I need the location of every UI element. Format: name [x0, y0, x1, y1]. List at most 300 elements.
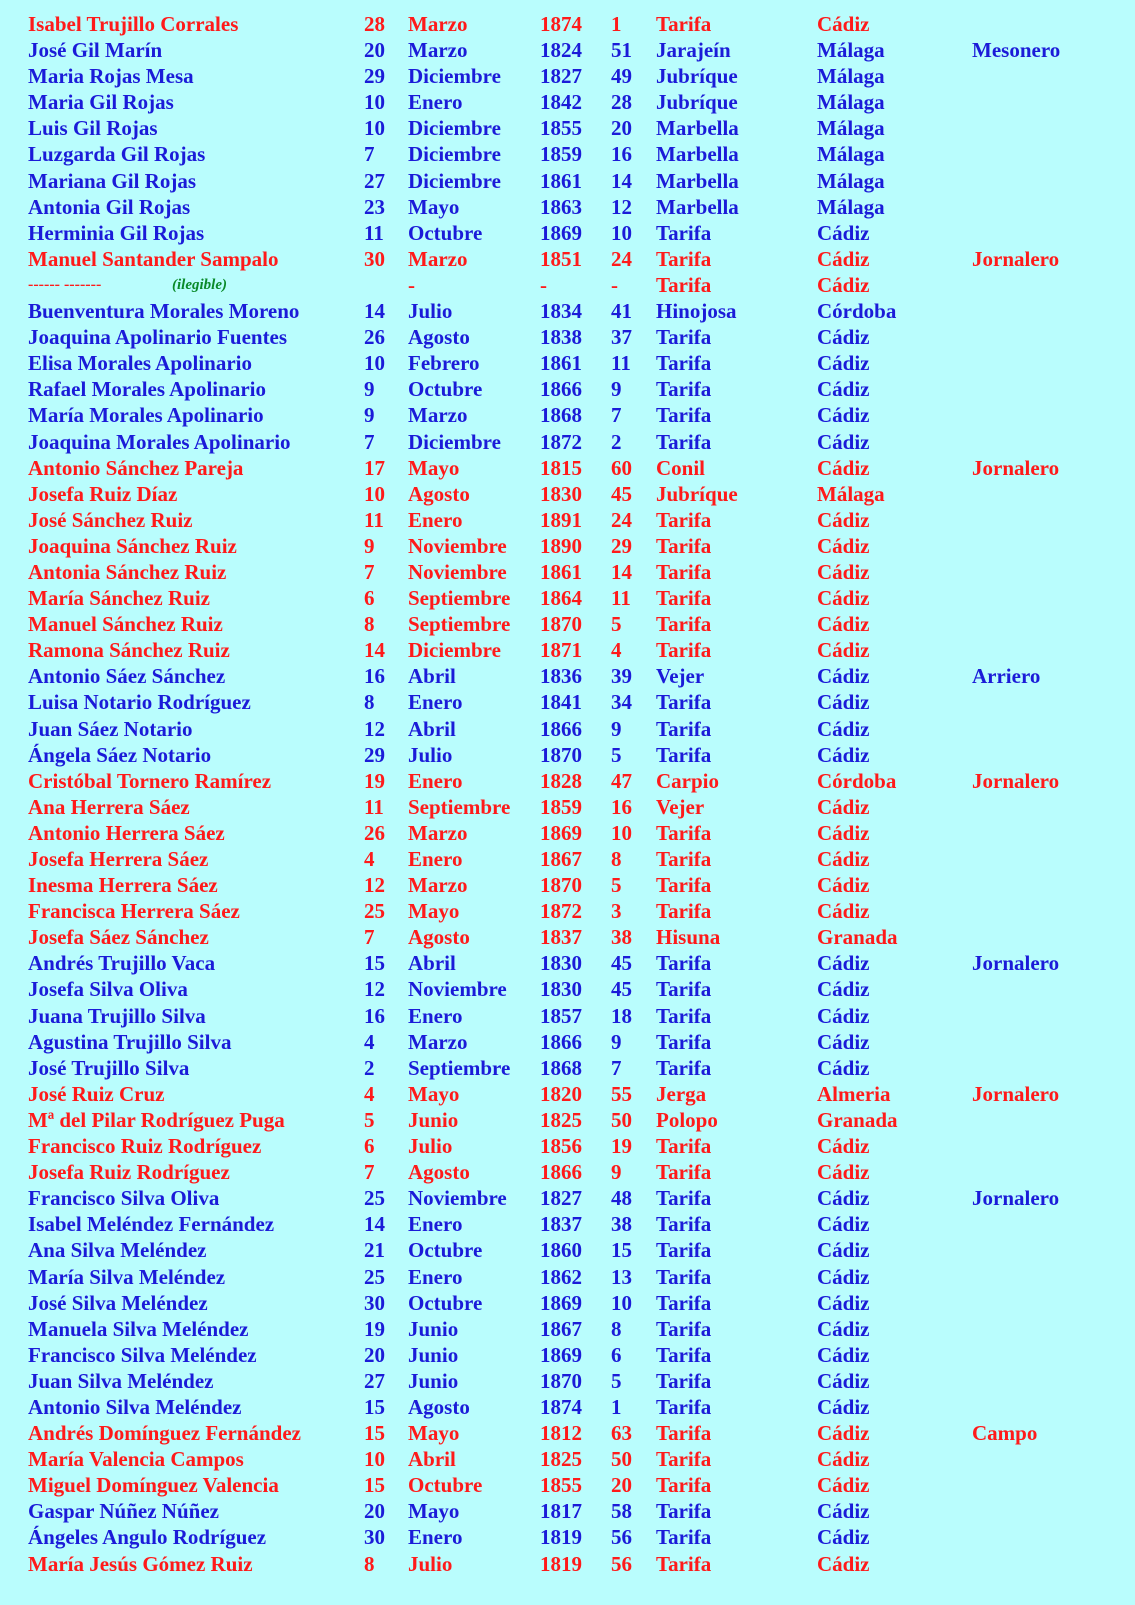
birth-province: Cádiz	[817, 1212, 870, 1237]
birth-day: 10	[364, 116, 385, 141]
birth-province: Cádiz	[817, 716, 870, 741]
age: 41	[611, 299, 632, 324]
occupation: Campo	[972, 1421, 1038, 1446]
register-row	[0, 1237, 1135, 1263]
age: 2	[611, 429, 622, 454]
birth-town: Conil	[656, 455, 706, 480]
birth-month: Abril	[408, 1447, 456, 1472]
birth-town: Tarifa	[656, 1055, 712, 1080]
birth-day: 4	[364, 847, 375, 871]
birth-day: 23	[364, 194, 385, 219]
person-name: Ana Herrera Sáez	[28, 794, 190, 819]
age: 5	[611, 742, 622, 767]
birth-year: 1868	[540, 1055, 582, 1080]
age: 28	[611, 90, 632, 115]
person-name: Inesma Herrera Sáez	[28, 873, 218, 898]
birth-day: 8	[364, 612, 375, 637]
person-name: Juan Sáez Notario	[28, 716, 193, 741]
birth-month: Diciembre	[408, 168, 501, 193]
birth-day: 16	[364, 664, 385, 689]
person-name: Maria Rojas Mesa	[28, 64, 194, 89]
register-row	[0, 1551, 1135, 1577]
person-name: José Silva Meléndez	[28, 1290, 208, 1315]
birth-province: Cádiz	[817, 403, 870, 428]
birth-month: Noviembre	[408, 559, 507, 584]
birth-month: -	[408, 272, 415, 297]
birth-day: 26	[364, 325, 385, 350]
birth-day: 10	[364, 481, 385, 506]
register-row	[0, 1081, 1135, 1107]
birth-month: Agosto	[408, 1394, 470, 1419]
person-name: Josefa Ruiz Rodríguez	[28, 1160, 230, 1185]
person-name: Francisca Herrera Sáez	[28, 899, 240, 924]
birth-month: Agosto	[408, 1160, 470, 1185]
register-row	[0, 1029, 1135, 1055]
birth-year: 1861	[540, 168, 582, 193]
birth-day: 19	[364, 1316, 385, 1341]
register-row	[0, 611, 1135, 637]
register-row	[0, 194, 1135, 220]
birth-town: Tarifa	[656, 1290, 712, 1315]
age: 14	[611, 559, 632, 584]
age: 56	[611, 1525, 632, 1550]
birth-province: Cádiz	[817, 455, 870, 480]
age: 45	[611, 951, 632, 976]
birth-month: Marzo	[408, 12, 468, 36]
birth-province: Cádiz	[817, 429, 870, 454]
register-row	[0, 220, 1135, 246]
register-row	[0, 168, 1135, 194]
birth-province: Málaga	[817, 168, 885, 193]
birth-month: Marzo	[408, 403, 468, 428]
birth-town: Tarifa	[656, 1368, 712, 1393]
birth-province: Cádiz	[817, 847, 870, 871]
age: 9	[611, 1160, 622, 1185]
birth-day: 7	[364, 925, 375, 950]
register-row	[0, 585, 1135, 611]
birth-town: Jubríque	[656, 481, 738, 506]
birth-month: Octubre	[408, 377, 483, 402]
birth-town: Marbella	[656, 168, 739, 193]
register-row	[0, 1316, 1135, 1342]
birth-province: Cádiz	[817, 1290, 870, 1315]
person-name: Luisa Notario Rodríguez	[28, 690, 251, 715]
birth-month: Enero	[408, 1525, 463, 1550]
age: 55	[611, 1081, 632, 1106]
birth-day: 5	[364, 1107, 375, 1132]
birth-day: 25	[364, 1186, 385, 1211]
birth-year: 1815	[540, 455, 582, 480]
person-name: Josefa Silva Oliva	[28, 977, 188, 1002]
register-row	[0, 768, 1135, 794]
birth-month: Diciembre	[408, 142, 501, 167]
age: 24	[611, 507, 632, 532]
person-name: Juan Silva Meléndez	[28, 1368, 214, 1393]
register-row	[0, 429, 1135, 455]
age: 51	[611, 38, 632, 63]
age: 1	[611, 12, 622, 36]
birth-town: Tarifa	[656, 820, 712, 845]
person-name: Buenventura Morales Moreno	[28, 299, 300, 324]
age: 13	[611, 1264, 632, 1289]
person-name: Antonio Sánchez Pareja	[28, 455, 244, 480]
person-name: María Morales Apolinario	[28, 403, 264, 428]
register-row	[0, 455, 1135, 481]
birth-province: Cádiz	[817, 559, 870, 584]
person-name: Manuel Sánchez Ruiz	[28, 612, 223, 637]
occupation: Jornalero	[972, 1081, 1060, 1106]
age: 37	[611, 325, 632, 350]
register-row	[0, 324, 1135, 350]
birth-day: 27	[364, 1368, 385, 1393]
birth-day: 15	[364, 1473, 385, 1498]
birth-day: 28	[364, 12, 385, 36]
birth-town: Tarifa	[656, 977, 712, 1002]
birth-year: 1866	[540, 377, 582, 402]
birth-day: 6	[364, 586, 375, 611]
birth-year: 1837	[540, 1212, 582, 1237]
birth-province: Almeria	[817, 1081, 891, 1106]
person-name: Antonio Sáez Sánchez	[28, 664, 226, 689]
birth-day: 27	[364, 168, 385, 193]
birth-town: Tarifa	[656, 325, 712, 350]
person-name: ------ -------	[28, 275, 102, 293]
age: 15	[611, 1238, 632, 1263]
birth-month: Junio	[408, 1368, 459, 1393]
occupation: Jornalero	[972, 951, 1060, 976]
birth-province: Cádiz	[817, 1473, 870, 1498]
person-name: José Trujillo Silva	[28, 1055, 190, 1080]
birth-day: 14	[364, 299, 385, 324]
age: 50	[611, 1447, 632, 1472]
birth-province: Málaga	[817, 38, 885, 63]
register-row	[0, 1394, 1135, 1420]
register-row	[0, 481, 1135, 507]
birth-province: Cádiz	[817, 325, 870, 350]
person-name: Rafael Morales Apolinario	[28, 377, 266, 402]
birth-town: Vejer	[656, 794, 705, 819]
birth-day: 4	[364, 1081, 375, 1106]
register-row	[0, 1211, 1135, 1237]
birth-town: Tarifa	[656, 612, 712, 637]
birth-town: Tarifa	[656, 12, 712, 36]
age: 24	[611, 246, 632, 271]
age: 39	[611, 664, 632, 689]
birth-day: 7	[364, 559, 375, 584]
birth-town: Tarifa	[656, 1394, 712, 1419]
person-name: Manuel Santander Sampalo	[28, 246, 279, 271]
person-name: María Silva Meléndez	[28, 1264, 226, 1289]
age: 20	[611, 116, 632, 141]
birth-province: Cádiz	[817, 351, 870, 376]
birth-month: Marzo	[408, 873, 468, 898]
birth-town: Jarajeín	[656, 38, 731, 63]
birth-town: Tarifa	[656, 1003, 712, 1028]
birth-day: 25	[364, 899, 385, 924]
age: 10	[611, 820, 632, 845]
birth-day: 10	[364, 1447, 385, 1472]
birth-year: 1825	[540, 1447, 582, 1472]
birth-province: Granada	[817, 925, 898, 950]
age: 18	[611, 1003, 632, 1028]
register-row	[0, 11, 1135, 37]
person-name: Joaquina Sánchez Ruiz	[28, 533, 237, 558]
register-row	[0, 976, 1135, 1002]
birth-day: 9	[364, 533, 375, 558]
birth-day: 30	[364, 1525, 385, 1550]
age: 56	[611, 1551, 632, 1576]
birth-province: Cádiz	[817, 612, 870, 637]
age: 60	[611, 455, 632, 480]
person-name: Andrés Trujillo Vaca	[28, 951, 216, 976]
birth-year: 1870	[540, 1368, 582, 1393]
birth-year: 1870	[540, 612, 582, 637]
birth-town: Tarifa	[656, 1029, 712, 1054]
birth-year: 1862	[540, 1264, 582, 1289]
birth-year: 1890	[540, 533, 582, 558]
birth-province: Cádiz	[817, 1264, 870, 1289]
person-name: Antonia Sánchez Ruiz	[28, 559, 227, 584]
birth-day: 7	[364, 1160, 375, 1185]
birth-town: Tarifa	[656, 507, 712, 532]
birth-day: 7	[364, 429, 375, 454]
birth-year: 1860	[540, 1238, 582, 1263]
birth-day: 12	[364, 716, 385, 741]
birth-month: Noviembre	[408, 977, 507, 1002]
birth-year: 1869	[540, 1290, 582, 1315]
birth-month: Diciembre	[408, 638, 501, 663]
birth-town: Tarifa	[656, 1473, 712, 1498]
birth-year: 1827	[540, 1186, 582, 1211]
birth-province: Córdoba	[817, 299, 897, 324]
birth-day: 9	[364, 403, 375, 428]
person-name: Francisco Silva Meléndez	[28, 1342, 257, 1367]
birth-day: 15	[364, 1394, 385, 1419]
birth-year: 1869	[540, 220, 582, 245]
birth-day: 11	[364, 794, 384, 819]
person-name: José Gil Marín	[28, 38, 163, 63]
birth-month: Septiembre	[408, 1055, 511, 1080]
birth-town: Tarifa	[656, 586, 712, 611]
age: 29	[611, 533, 632, 558]
birth-month: Diciembre	[408, 116, 501, 141]
birth-day: 30	[364, 246, 385, 271]
birth-province: Cádiz	[817, 1238, 870, 1263]
birth-province: Cádiz	[817, 533, 870, 558]
birth-year: 1866	[540, 1029, 582, 1054]
birth-year: 1830	[540, 481, 582, 506]
age: 47	[611, 768, 632, 793]
birth-day: 6	[364, 1134, 375, 1159]
birth-year: 1863	[540, 194, 582, 219]
birth-month: Agosto	[408, 925, 470, 950]
age: 9	[611, 377, 622, 402]
birth-month: Enero	[408, 847, 463, 871]
occupation: Jornalero	[972, 1186, 1060, 1211]
birth-day: 8	[364, 690, 375, 715]
birth-month: Mayo	[408, 1499, 460, 1524]
register-row	[0, 115, 1135, 141]
age: 11	[611, 586, 631, 611]
age: 12	[611, 194, 632, 219]
birth-day: 8	[364, 1551, 375, 1576]
person-name: Maria Gil Rojas	[28, 90, 174, 115]
birth-year: 1837	[540, 925, 582, 950]
birth-day: 11	[364, 507, 384, 532]
birth-province: Málaga	[817, 481, 885, 506]
birth-year: 1866	[540, 1160, 582, 1185]
birth-year: 1870	[540, 873, 582, 898]
birth-year: 1836	[540, 664, 582, 689]
register-row	[0, 298, 1135, 324]
register-row	[0, 663, 1135, 689]
birth-town: Jerga	[656, 1081, 707, 1106]
birth-year: 1868	[540, 403, 582, 428]
birth-month: Julio	[408, 299, 453, 324]
birth-month: Febrero	[408, 351, 480, 376]
birth-day: 30	[364, 1290, 385, 1315]
birth-day: 17	[364, 455, 385, 480]
person-name: Gaspar Núñez Núñez	[28, 1499, 219, 1524]
birth-day: 7	[364, 142, 375, 167]
age: 20	[611, 1473, 632, 1498]
register-row	[0, 794, 1135, 820]
birth-month: Mayo	[408, 899, 460, 924]
birth-province: Cádiz	[817, 377, 870, 402]
age: 58	[611, 1499, 632, 1524]
age: 38	[611, 1212, 632, 1237]
age: 16	[611, 142, 632, 167]
person-name: María Jesús Gómez Ruiz	[28, 1551, 253, 1576]
birth-town: Tarifa	[656, 951, 712, 976]
birth-day: 4	[364, 1029, 375, 1054]
person-name: Mª del Pilar Rodríguez Puga	[28, 1107, 285, 1132]
birth-province: Cádiz	[817, 638, 870, 663]
birth-year: 1869	[540, 820, 582, 845]
register-row	[0, 1342, 1135, 1368]
birth-month: Octubre	[408, 220, 483, 245]
birth-province: Cádiz	[817, 899, 870, 924]
birth-year: 1874	[540, 1394, 582, 1419]
birth-day: 20	[364, 38, 385, 63]
register-row	[0, 637, 1135, 663]
birth-year: 1825	[540, 1107, 582, 1132]
birth-day: 14	[364, 1212, 385, 1237]
age: 38	[611, 925, 632, 950]
birth-province: Cádiz	[817, 664, 870, 689]
person-name: Josefa Sáez Sánchez	[28, 925, 209, 950]
birth-province: Cádiz	[817, 1186, 870, 1211]
birth-month: Junio	[408, 1316, 459, 1341]
age: 9	[611, 716, 622, 741]
birth-town: Tarifa	[656, 1551, 712, 1576]
birth-province: Cádiz	[817, 951, 870, 976]
register-row	[0, 272, 1135, 298]
birth-year: 1867	[540, 1316, 582, 1341]
person-name: Elisa Morales Apolinario	[28, 351, 253, 376]
birth-month: Enero	[408, 90, 463, 115]
register-row	[0, 1107, 1135, 1133]
person-name: Cristóbal Tornero Ramírez	[28, 768, 272, 793]
birth-month: Enero	[408, 1003, 463, 1028]
birth-province: Cádiz	[817, 1394, 870, 1419]
birth-month: Abril	[408, 716, 456, 741]
birth-province: Cádiz	[817, 507, 870, 532]
birth-town: Tarifa	[656, 1134, 712, 1159]
register-row	[0, 63, 1135, 89]
age: 10	[611, 1290, 632, 1315]
birth-town: Marbella	[656, 194, 739, 219]
person-name: Isabel Trujillo Corrales	[28, 12, 239, 36]
birth-province: Málaga	[817, 142, 885, 167]
birth-province: Málaga	[817, 116, 885, 141]
birth-month: Marzo	[408, 38, 468, 63]
age: 7	[611, 1055, 622, 1080]
birth-year: 1867	[540, 847, 582, 871]
birth-town: Carpio	[656, 768, 719, 793]
birth-year: 1872	[540, 899, 582, 924]
birth-town: Tarifa	[656, 847, 712, 871]
birth-province: Cádiz	[817, 1368, 870, 1393]
birth-month: Diciembre	[408, 429, 501, 454]
age: 9	[611, 1029, 622, 1054]
birth-town: Tarifa	[656, 873, 712, 898]
birth-year: 1819	[540, 1525, 582, 1550]
census-register	[0, 11, 1135, 1577]
birth-town: Tarifa	[656, 1447, 712, 1472]
birth-year: 1864	[540, 586, 582, 611]
birth-month: Enero	[408, 1212, 463, 1237]
birth-province: Cádiz	[817, 246, 870, 271]
birth-year: 1834	[540, 299, 582, 324]
person-name: Herminia Gil Rojas	[28, 220, 205, 245]
birth-year: 1861	[540, 559, 582, 584]
birth-year: 1859	[540, 794, 582, 819]
age: 45	[611, 481, 632, 506]
age: 19	[611, 1134, 632, 1159]
birth-year: 1842	[540, 90, 582, 115]
occupation: Mesonero	[972, 38, 1061, 63]
birth-month: Julio	[408, 1134, 453, 1159]
birth-year: 1819	[540, 1551, 582, 1576]
person-name: Andrés Domínguez Fernández	[28, 1421, 301, 1446]
birth-year: 1838	[540, 325, 582, 350]
birth-town: Hisuna	[656, 925, 721, 950]
birth-day: 15	[364, 1421, 385, 1446]
birth-month: Octubre	[408, 1290, 483, 1315]
register-row	[0, 533, 1135, 559]
birth-province: Málaga	[817, 90, 885, 115]
occupation: Arriero	[972, 664, 1041, 689]
birth-month: Enero	[408, 1264, 463, 1289]
birth-province: Granada	[817, 1107, 898, 1132]
birth-year: 1870	[540, 742, 582, 767]
birth-month: Septiembre	[408, 586, 511, 611]
birth-day: 15	[364, 951, 385, 976]
register-row	[0, 924, 1135, 950]
birth-town: Tarifa	[656, 246, 712, 271]
birth-month: Abril	[408, 951, 456, 976]
birth-town: Tarifa	[656, 533, 712, 558]
birth-year: 1812	[540, 1421, 582, 1446]
birth-day: 19	[364, 768, 385, 793]
birth-province: Cádiz	[817, 873, 870, 898]
register-row	[0, 37, 1135, 63]
register-row	[0, 402, 1135, 428]
birth-day: 2	[364, 1055, 375, 1080]
person-name: Luzgarda Gil Rojas	[28, 142, 206, 167]
age: 50	[611, 1107, 632, 1132]
